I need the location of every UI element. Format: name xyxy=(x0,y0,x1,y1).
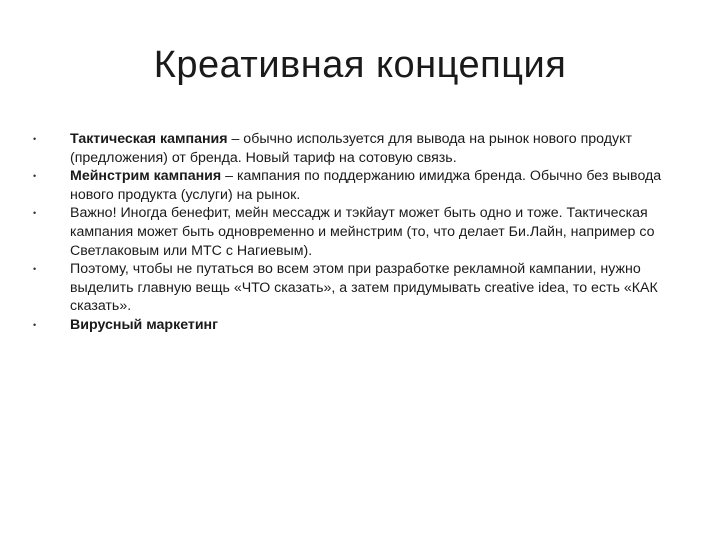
bullet-term: Мейнстрим кампания xyxy=(70,168,222,185)
bullet-text: Важно! Иногда бенефит, мейн мессадж и тэкйаут может быть одно и тоже. Тактическая кампания может быть одновременно и мейнстрим (то, что делает Би.Лайн, например со Светлаковым или МТС с Нагиевым). xyxy=(70,205,655,259)
bullet-item-tactical-campaign xyxy=(33,130,690,167)
bullet-item-therefore xyxy=(33,260,690,316)
bullet-text: Поэтому, чтобы не путаться во всем этом при разработке рекламной кампании, нужно выделить главную вещь «ЧТО сказать», а затем придумывать creative idea, то есть «КАК сказать». xyxy=(70,261,658,315)
bullet-text: – кампания по поддержанию имиджа бренда. Обычно без вывода нового продукта (услуги) на рынок. xyxy=(70,168,662,203)
bullet-text: – обычно используется для вывода на рынок нового продукт (предложения) от бренда. Новый тариф на сотовую связь. xyxy=(70,131,632,166)
bullet-icon: • xyxy=(33,319,37,330)
bullet-item-mainstream-campaign xyxy=(33,167,690,204)
bullet-icon: • xyxy=(33,171,37,182)
bullet-icon: • xyxy=(33,134,37,144)
bullet-item-viral-marketing xyxy=(33,316,690,335)
bullet-icon: • xyxy=(33,208,37,219)
bullet-term: Вирусный маркетинг xyxy=(70,316,219,333)
bullet-icon: • xyxy=(33,264,37,275)
bullet-item-important-note xyxy=(33,204,690,260)
bullet-list xyxy=(33,130,690,335)
bullet-term: Тактическая кампания xyxy=(70,131,228,147)
slide-title: Креативная концепция xyxy=(153,44,567,86)
